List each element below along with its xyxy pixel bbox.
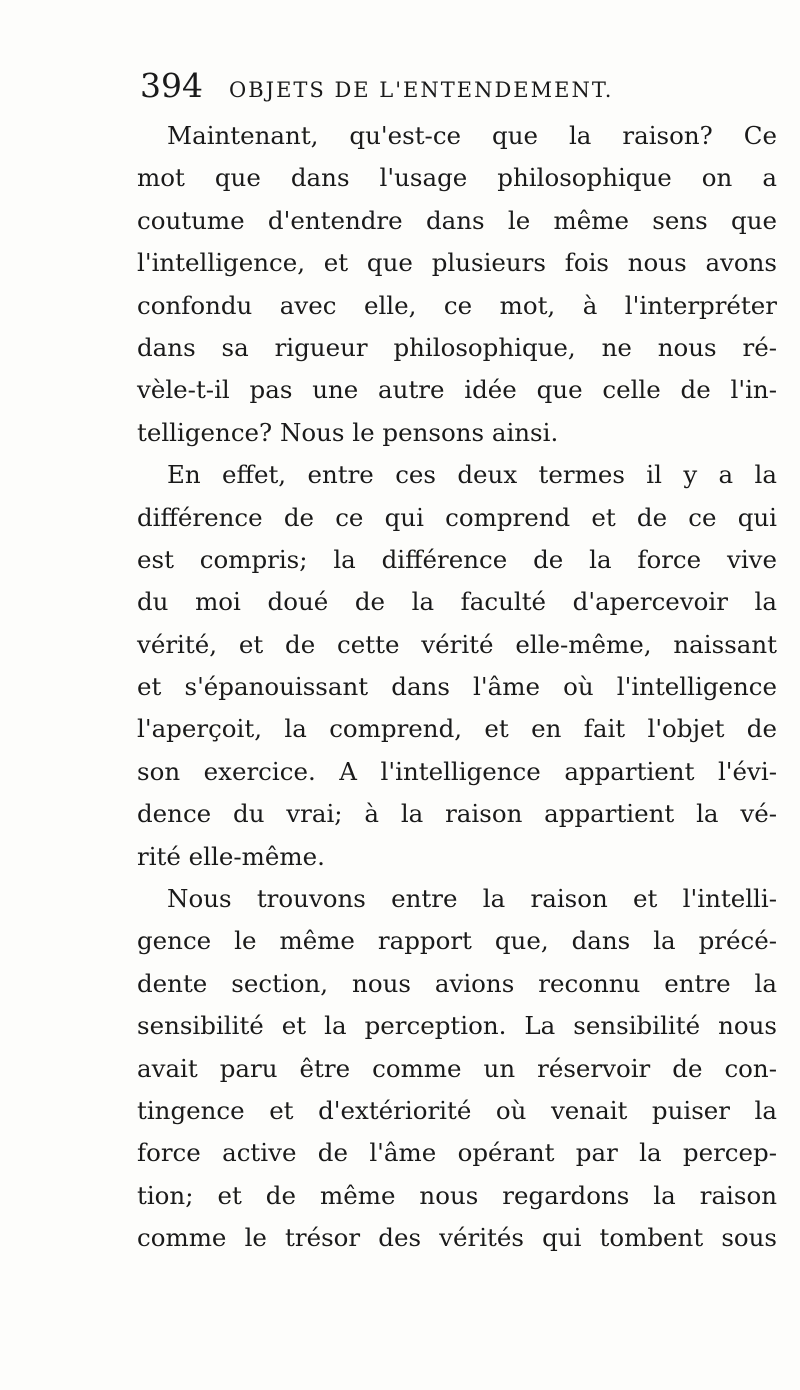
- text-line: et s'épanouissant dans l'âme où l'intelligence: [137, 672, 777, 702]
- text-line: différence de ce qui comprend et de ce qui: [137, 502, 777, 532]
- text-line: l'aperçoit, la comprend, et en fait l'objet de: [137, 714, 777, 744]
- text-line: sensibilité et la perception. La sensibilité nous: [137, 1011, 777, 1041]
- text-line: confondu avec elle, ce mot, à l'interpréter: [137, 290, 777, 320]
- text-line: vérité, et de cette vérité elle-même, naissant: [137, 629, 777, 659]
- text-line: vèle-t-il pas une autre idée que celle de l'in-: [137, 375, 777, 405]
- text-line: dente section, nous avions reconnu entre la: [137, 968, 777, 998]
- text-line: telligence? Nous le pensons ainsi.: [137, 417, 559, 447]
- text-line: du moi doué de la faculté d'apercevoir la: [137, 587, 777, 617]
- text-line: est compris; la différence de la force vive: [137, 544, 777, 574]
- body-text: [137, 115, 777, 1260]
- text-line: comme le trésor des vérités qui tombent sous: [137, 1223, 777, 1253]
- text-line: Nous trouvons entre la raison et l'intelli-: [167, 884, 777, 914]
- text-line: rité elle-même.: [137, 841, 325, 871]
- text-line: tion; et de même nous regardons la raison: [137, 1180, 777, 1210]
- running-title: OBJETS DE L'ENTENDEMENT.: [229, 78, 614, 102]
- text-line: l'intelligence, et que plusieurs fois nous avons: [137, 248, 777, 278]
- text-line: avait paru être comme un réservoir de con-: [137, 1053, 777, 1083]
- text-line: En effet, entre ces deux termes il y a la: [167, 460, 777, 490]
- text-line: dence du vrai; à la raison appartient la vé-: [137, 799, 777, 829]
- text-line: dans sa rigueur philosophique, ne nous ré-: [137, 332, 777, 362]
- text-line: gence le même rapport que, dans la précé-: [137, 926, 777, 956]
- text-line: Maintenant, qu'est-ce que la raison? Ce: [167, 121, 777, 150]
- text-line: mot que dans l'usage philosophique on a: [137, 163, 777, 193]
- running-head: [140, 66, 780, 106]
- text-line: force active de l'âme opérant par la percep-: [137, 1138, 777, 1168]
- text-line: tingence et d'extériorité où venait puiser la: [137, 1095, 777, 1125]
- page-number: 394: [140, 66, 203, 105]
- text-line: coutume d'entendre dans le même sens que: [137, 205, 777, 235]
- text-line: son exercice. A l'intelligence appartient l'évi-: [137, 756, 777, 786]
